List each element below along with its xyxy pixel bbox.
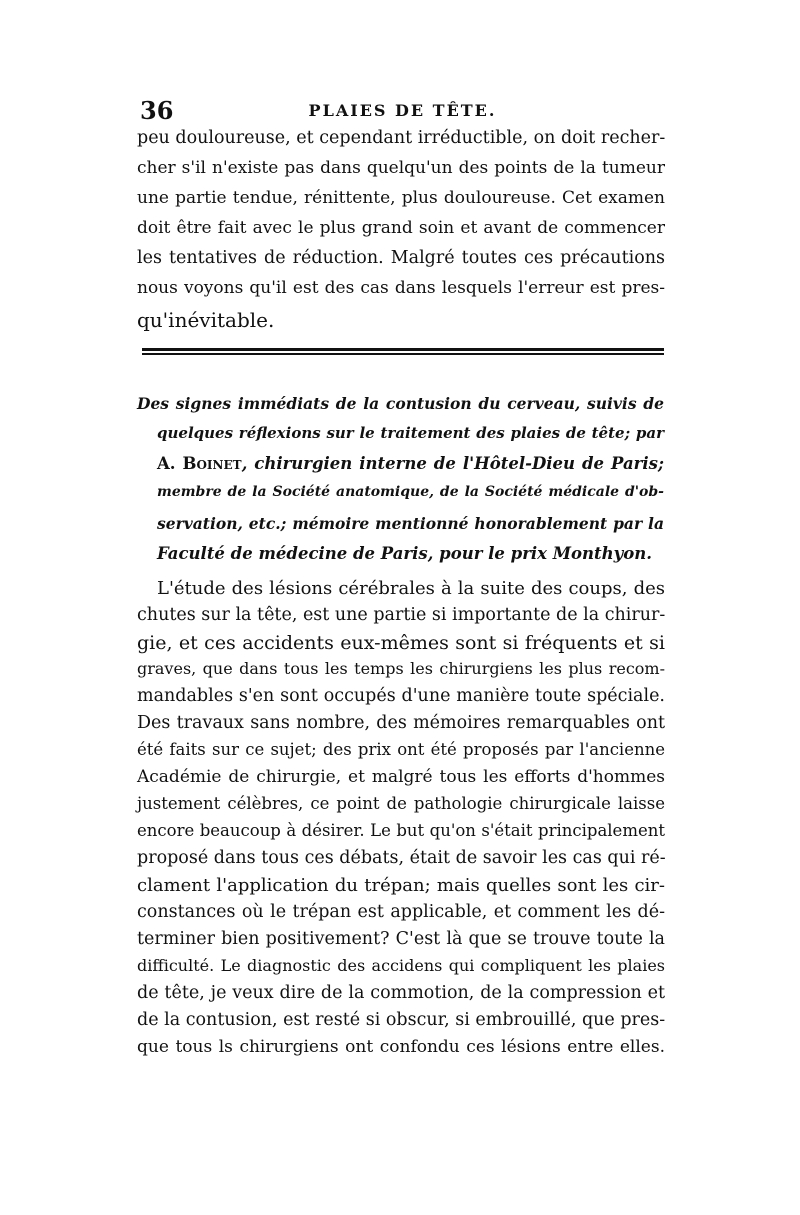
text-line: que tous ls chirurgiens ont confondu ces lésions entre elles. — [137, 1037, 665, 1057]
text-line: difficulté. Le diagnostic des accidens qui compliquent les plaies — [137, 956, 665, 975]
text-line: terminer bien positivement? C'est là que se trouve toute la — [137, 929, 665, 949]
text-line: nous voyons qu'il est des cas dans lesquels l'erreur est pres- — [137, 278, 665, 298]
heading-line: servation, etc.; mémoire mentionné honorablement par la — [157, 514, 664, 533]
section-divider — [142, 348, 664, 360]
text-line: les tentatives de réduction. Malgré toutes ces précautions — [137, 248, 665, 268]
text-line: de la contusion, est resté si obscur, si embrouillé, que pres- — [137, 1010, 666, 1030]
page-header — [140, 96, 665, 126]
text-line: L'étude des lésions cérébrales à la suite des coups, des — [157, 578, 665, 599]
text-line: mandables s'en sont occupés d'une manière toute spéciale. — [137, 686, 665, 706]
text-line: chutes sur la tête, est une partie si importante de la chirur- — [137, 605, 666, 625]
text-line: doit être fait avec le plus grand soin et avant de commencer — [137, 218, 665, 238]
heading-line: membre de la Société anatomique, de la Société médicale d'ob- — [157, 484, 664, 500]
text-line: Académie de chirurgie, et malgré tous les efforts d'hommes — [137, 767, 665, 787]
author-name: Boinet — [182, 454, 242, 473]
divider-rule-thin — [142, 353, 664, 355]
text-line: gie, et ces accidents eux-mêmes sont si fréquents et si — [137, 632, 665, 654]
text-line: proposé dans tous ces débats, était de savoir les cas qui ré- — [137, 848, 666, 868]
text-line: cher s'il n'existe pas dans quelqu'un des points de la tumeur — [137, 158, 665, 178]
heading-line: Faculté de médecine de Paris, pour le prix Monthyon. — [157, 544, 652, 563]
text-line: qu'inévitable. — [137, 308, 275, 332]
page-number: 36 — [140, 96, 174, 125]
text-line: graves, que dans tous les temps les chirurgiens les plus recom- — [137, 659, 665, 678]
running-title: PLAIES DE TÊTE. — [308, 101, 497, 120]
author-role: , chirurgien interne de l'Hôtel-Dieu de Paris; — [241, 454, 665, 473]
text-line: justement célèbres, ce point de pathologie chirurgicale laisse — [137, 794, 665, 813]
heading-line: quelques réflexions sur le traitement des plaies de tête; par — [157, 424, 664, 442]
text-line: une partie tendue, rénittente, plus douloureuse. Cet examen — [137, 188, 665, 208]
text-line: été faits sur ce sujet; des prix ont été proposés par l'ancienne — [137, 740, 665, 759]
text-line: clament l'application du trépan; mais quelles sont les cir- — [137, 875, 665, 896]
text-line: constances où le trépan est applicable, et comment les dé- — [137, 902, 665, 922]
divider-rule-thick — [142, 348, 664, 351]
text-line: de tête, je veux dire de la commotion, de la compression et — [137, 983, 665, 1003]
author-initial: A. — [157, 454, 183, 473]
text-line: encore beaucoup à désirer. Le but qu'on s'était principalement — [137, 821, 665, 840]
heading-line-author — [157, 454, 664, 473]
text-line: peu douloureuse, et cependant irréductible, on doit recher- — [137, 128, 666, 148]
text-line: Des travaux sans nombre, des mémoires remarquables ont — [137, 713, 665, 733]
heading-line: Des signes immédiats de la contusion du cerveau, suivis de — [137, 394, 664, 413]
